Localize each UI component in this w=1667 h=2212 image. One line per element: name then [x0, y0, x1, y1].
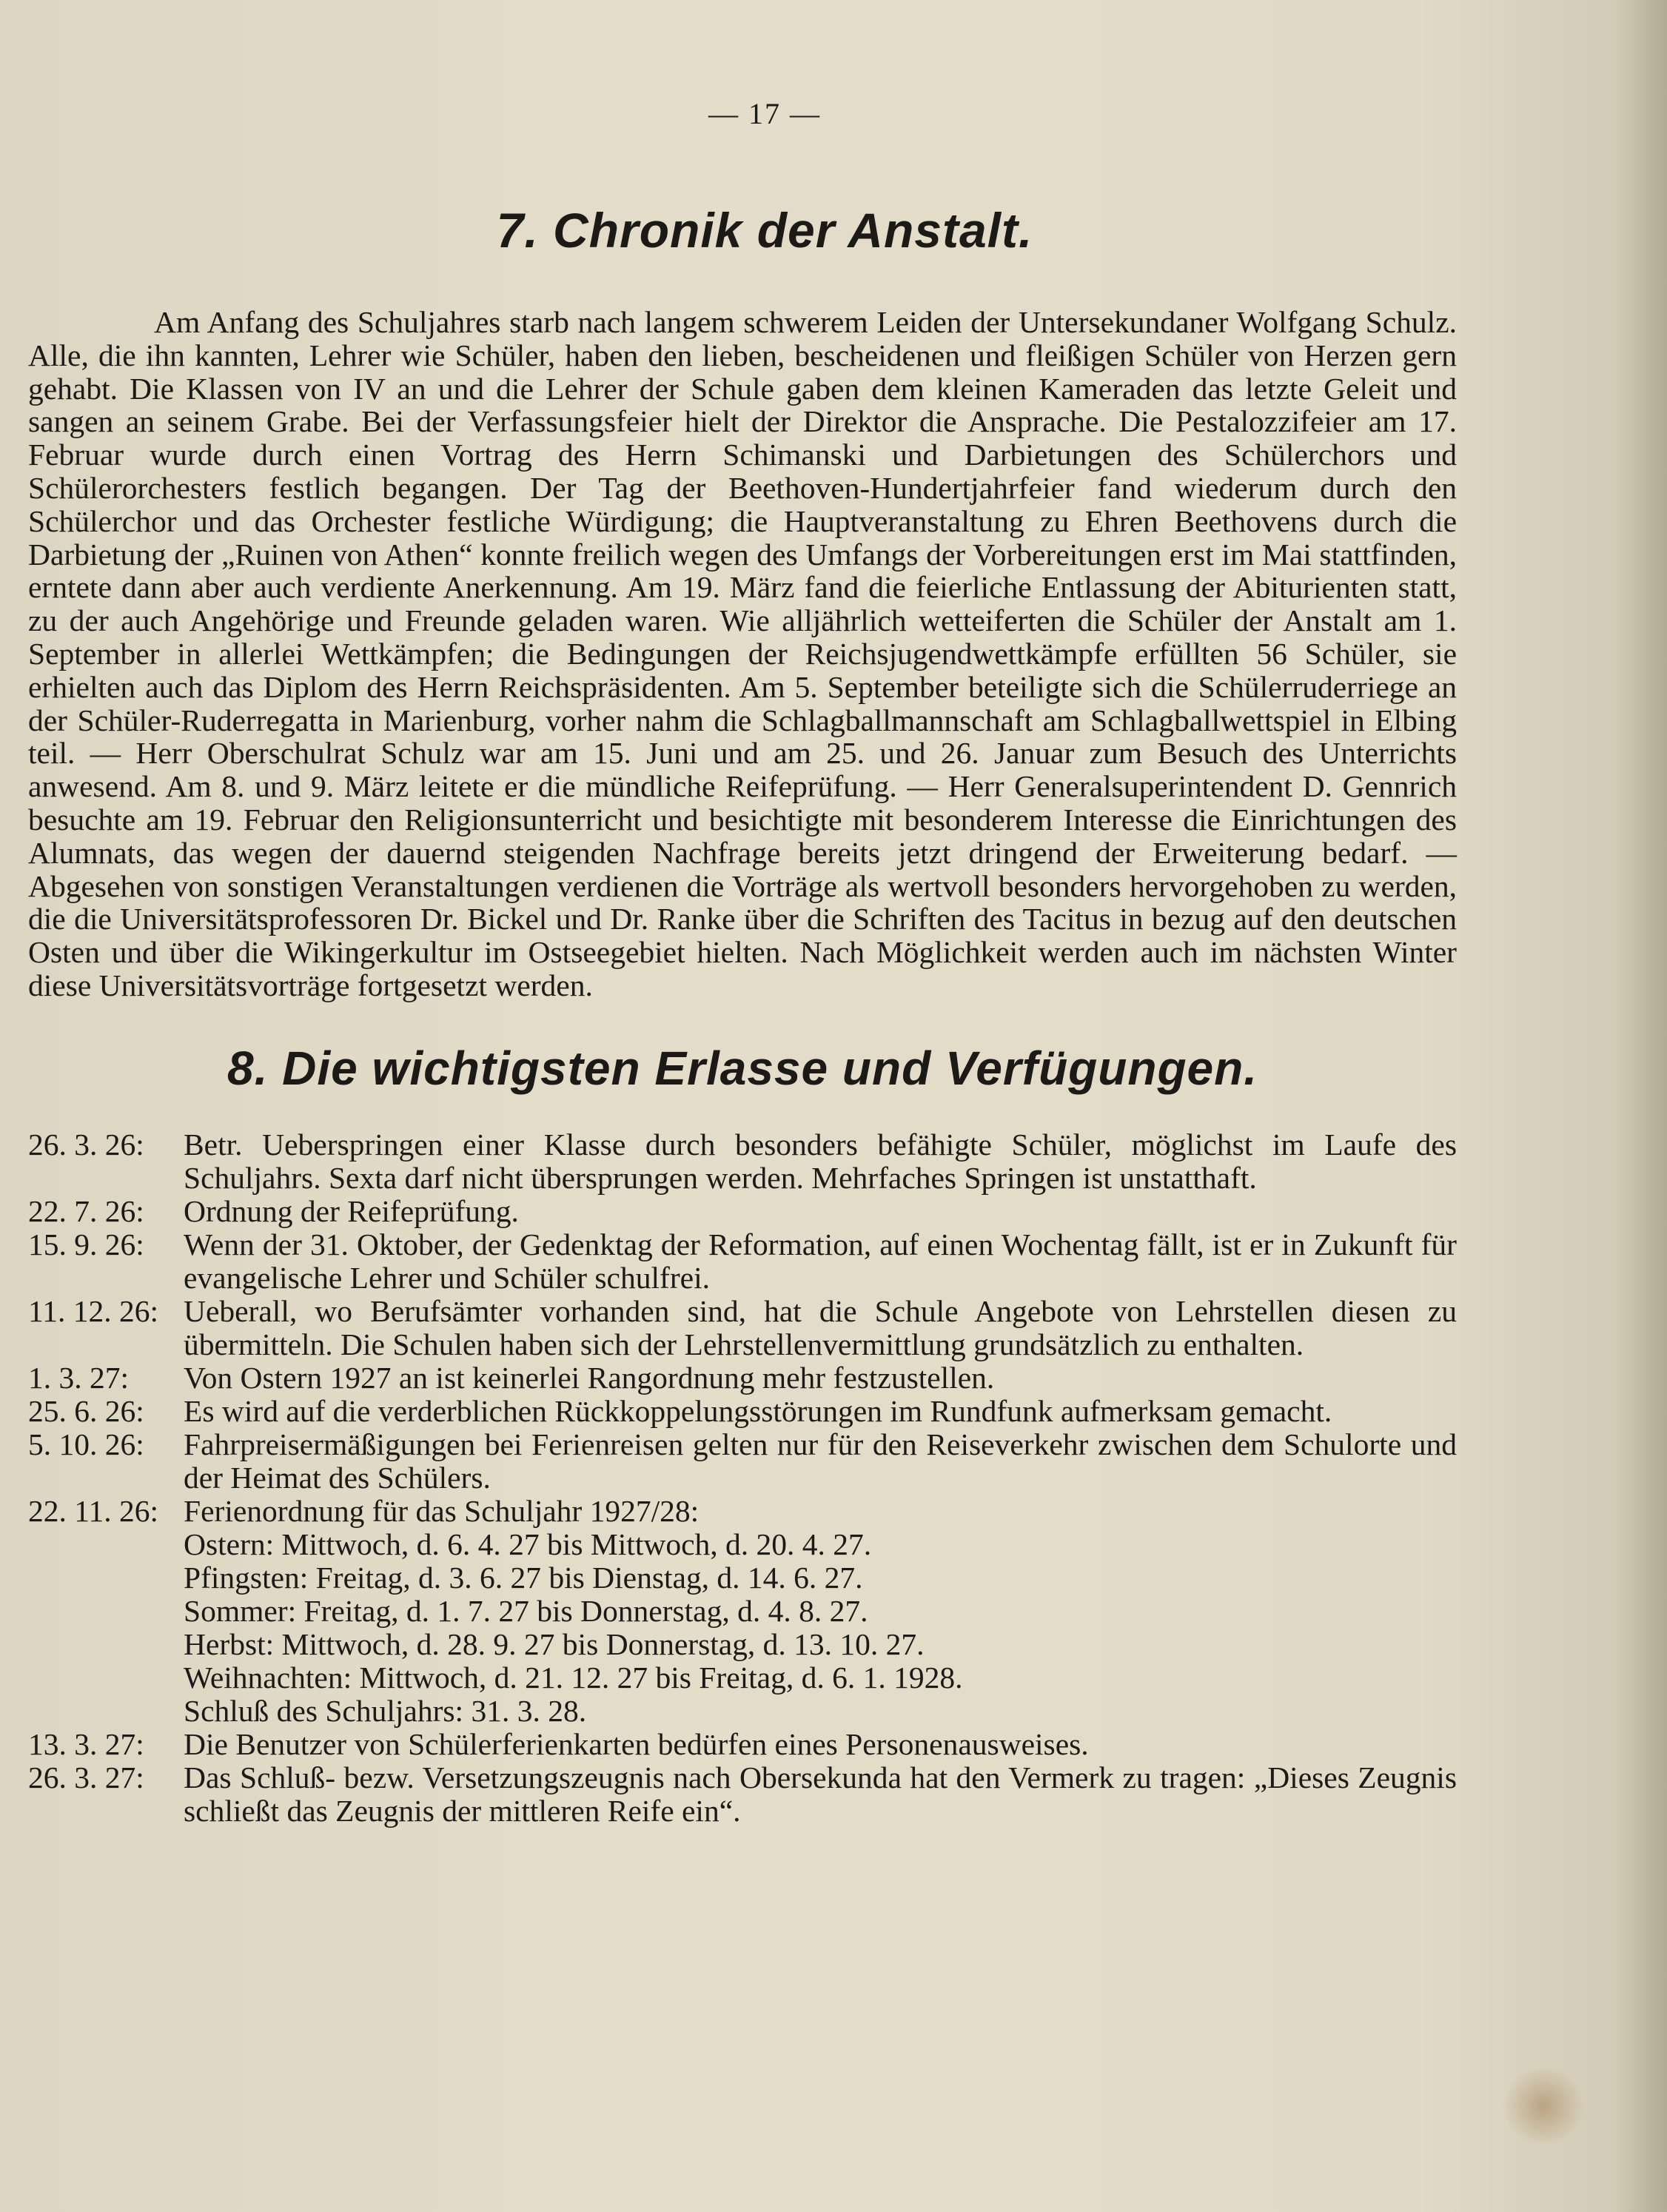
decree-date: 26. 3. 26: [28, 1127, 144, 1162]
paper-stain [1503, 2065, 1584, 2147]
decree-date: 11. 12. 26: [28, 1293, 158, 1328]
holiday-line: Herbst: Mittwoch, d. 28. 9. 27 bis Donnerstag, d. 13. 10. 27. [184, 1626, 925, 1661]
decree-item [28, 1295, 1457, 1361]
holiday-line: Pfingsten: Freitag, d. 3. 6. 27 bis Dienstag, d. 14. 6. 27. [184, 1560, 863, 1595]
decree-date: 15. 9. 26: [28, 1227, 144, 1261]
holiday-line: Ostern: Mittwoch, d. 6. 4. 27 bis Mittwoch, d. 20. 4. 27. [184, 1526, 872, 1561]
decree-date: 13. 3. 27: [28, 1726, 144, 1761]
decree-list [28, 1128, 1457, 1828]
page-number: — 17 — [708, 97, 821, 130]
holiday-line: Weihnachten: Mittwoch, d. 21. 12. 27 bis Freitag, d. 6. 1. 1928. [184, 1660, 963, 1695]
decree-date: 5. 10. 26: [28, 1427, 144, 1461]
decree-item [28, 1361, 1457, 1395]
decree-item [28, 1428, 1457, 1495]
decree-item [28, 1761, 1457, 1828]
decree-text: Wenn der 31. Oktober, der Gedenktag der Reformation, auf einen Wochentag fällt, ist er in Zukunft für evangelische Lehrer und Schüler schulfrei. [184, 1227, 1457, 1295]
decree-text: Von Ostern 1927 an ist keinerlei Rangordnung mehr festzustellen. [184, 1360, 995, 1395]
decree-date: 22. 7. 26: [28, 1193, 144, 1228]
decree-text: Fahrpreisermäßigungen bei Ferienreisen gelten nur für den Reiseverkehr zwischen dem Schulorte und der Heimat des Schülers. [184, 1427, 1457, 1495]
decree-item [28, 1728, 1457, 1761]
decree-text: Betr. Ueberspringen einer Klasse durch besonders befähigte Schüler, möglichst im Laufe des Schuljahrs. Sexta darf nicht übersprungen werden. Mehrfaches Springen ist unstatthaft. [184, 1127, 1457, 1195]
decree-item [28, 1128, 1457, 1195]
decree-date: 26. 3. 27: [28, 1760, 144, 1794]
decree-item [28, 1395, 1457, 1428]
decree-item [28, 1195, 1457, 1228]
holiday-line: Sommer: Freitag, d. 1. 7. 27 bis Donnerstag, d. 4. 8. 27. [184, 1593, 868, 1628]
holiday-line: Schluß des Schuljahrs: 31. 3. 28. [184, 1693, 587, 1728]
decree-text: Es wird auf die verderblichen Rückkoppelungsstörungen im Rundfunk aufmerksam gemacht. [184, 1393, 1332, 1428]
section-7-paragraph: Am Anfang des Schuljahres starb nach langem schwerem Leiden der Untersekundaner Wolfgang Schulz. Alle, die ihn kannten, Lehrer wie Schüler, haben den lieben, bescheidenen und fleißigen Schüler von Herzen gern gehabt. Die Klassen von IV an und die Lehrer der Schule gaben dem kleinen Kameraden das letzte Geleit und sangen an seinem Grabe. Bei der Verfassungsfeier hielt der Direktor die Ansprache. Die Pestalozzifeier am 17. Februar wurde durch einen Vortrag des Herrn Schimanski und Darbietungen des Schülerchors und Schülerorchesters festlich begangen. Der Tag der Beethoven-Hundertjahrfeier fand wiederum durch den Schülerchor und das Orchester festliche Würdigung; die Hauptveranstaltung zu Ehren Beethovens durch die Darbietung der „Ruinen von Athen“ konnte freilich wegen des Umfangs der Vorbereitungen erst im Mai stattfinden, erntete dann aber auch verdiente Anerkennung. Am 19. März fand die feierliche Entlassung der Abiturienten statt, zu der auch Angehörige und Freunde geladen waren. Wie alljährlich wetteiferten die Schüler der Anstalt am 1. September in allerlei Wettkämpfen; die Bedingungen der Reichsjugendwettkämpfe erfüllten 56 Schüler, sie erhielten auch das Diplom des Herrn Reichspräsidenten. Am 5. September beteiligte sich die Schülerruderriege an der Schüler-Ruderregatta in Marienburg, vorher nahm die Schlagballmannschaft am Schlagballwettspiel in Elbing teil. — Herr Oberschulrat Schulz war am 15. Juni und am 25. und 26. Januar zum Besuch des Unterrichts anwesend. Am 8. und 9. März leitete er die mündliche Reifeprüfung. — Herr Generalsuperintendent D. Gennrich besuchte am 19. Februar den Religionsunterricht und besichtigte mit besonderem Interesse die Einrichtungen des Alumnats, das wegen der dauernd steigenden Nachfrage bereits jetzt dringend der Erweiterung bedarf. — Abgesehen von sonstigen Veranstaltungen verdienen die Vorträge als wertvoll besonders hervorgehoben zu werden, die die Universitätsprofessoren Dr. Bickel und Dr. Ranke über die Schriften des Tacitus in bezug auf den deutschen Osten und über die Wikingerkultur im Ostseegebiet hielten. Nach Möglichkeit werden auch im nächsten Winter diese Universitätsvorträge fortgesetzt werden. [28, 305, 1457, 1002]
page-edge-shadow [1615, 0, 1667, 2212]
page-content [28, 96, 1457, 1828]
section-7-heading: 7. Chronik der Anstalt. [496, 203, 1033, 258]
decree-text: Ueberall, wo Berufsämter vorhanden sind, hat die Schule Angebote von Lehrstellen diesen zu übermitteln. Die Schulen haben sich der Lehrstellenvermittlung grundsätzlich zu enthalten. [184, 1293, 1457, 1361]
decree-date: 22. 11. 26: [28, 1493, 158, 1528]
decree-item [28, 1228, 1457, 1295]
decree-date: 25. 6. 26: [28, 1393, 144, 1428]
decree-date: 1. 3. 27: [28, 1360, 130, 1395]
decree-text: Die Benutzer von Schülerferienkarten bedürfen eines Personenausweises. [184, 1726, 1089, 1761]
decree-item [28, 1495, 1457, 1728]
holiday-order-intro: Ferienordnung für das Schuljahr 1927/28: [184, 1493, 700, 1528]
decree-text: Ordnung der Reifeprüfung. [184, 1193, 519, 1228]
section-8-heading: 8. Die wichtigsten Erlasse und Verfügungen. [227, 1041, 1258, 1095]
decree-text: Das Schluß- bezw. Versetzungszeugnis nach Obersekunda hat den Vermerk zu tragen: „Dieses Zeugnis schließt das Zeugnis der mittleren Reife ein“. [184, 1760, 1457, 1828]
decree-text [184, 1495, 1457, 1728]
